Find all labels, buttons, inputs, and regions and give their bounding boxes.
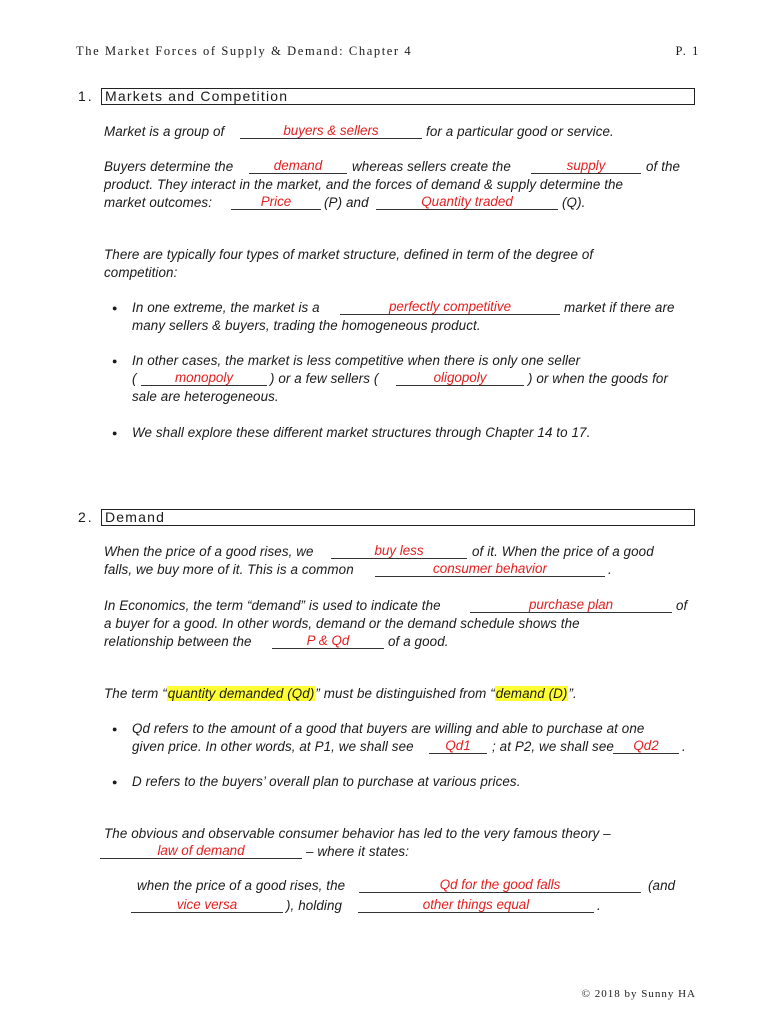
s1-text: for a particular good or service. bbox=[426, 124, 614, 139]
answer-blank: other things equal bbox=[358, 897, 594, 913]
s1-text: (P) and bbox=[324, 195, 369, 210]
page-number: P. 1 bbox=[675, 44, 700, 58]
s1-text: of the bbox=[646, 159, 681, 174]
s2-text: . bbox=[597, 898, 601, 913]
answer-blank: Qd2 bbox=[613, 738, 679, 754]
answer-blank: oligopoly bbox=[396, 370, 524, 386]
s2-text: When the price of a good rises, we bbox=[104, 544, 314, 559]
s2-text: – where it states: bbox=[306, 844, 410, 859]
bullet: ● bbox=[112, 428, 118, 438]
answer-blank: Quantity traded bbox=[376, 194, 558, 210]
s2-text: In Economics, the term “demand” is used to indicate the bbox=[104, 598, 441, 613]
section-2-title: Demand bbox=[101, 509, 695, 526]
s1-text: Market is a group of bbox=[104, 124, 225, 139]
s1-text: ) or when the goods for bbox=[528, 371, 669, 386]
s2-text: a buyer for a good. In other words, demand or the demand schedule shows the bbox=[104, 616, 580, 631]
s2-text: of bbox=[676, 598, 688, 613]
s2-text: falls, we buy more of it. This is a common bbox=[104, 562, 354, 577]
s1-text: ( bbox=[132, 371, 137, 386]
document-header-title: The Market Forces of Supply & Demand: Chapter 4 bbox=[76, 44, 413, 58]
s1-text: sale are heterogeneous. bbox=[132, 389, 279, 404]
copyright-footer: © 2018 by Sunny HA bbox=[581, 988, 696, 1000]
answer-blank: supply bbox=[531, 158, 641, 174]
s2-text: of a good. bbox=[388, 634, 449, 649]
s2-text: Qd refers to the amount of a good that buyers are willing and able to purchase at one bbox=[132, 721, 645, 736]
s2-text: ; at P2, we shall see bbox=[492, 739, 614, 754]
answer-blank: law of demand bbox=[100, 843, 302, 859]
highlight-quantity-demanded: quantity demanded (Qd) bbox=[167, 686, 315, 701]
s1-text: In one extreme, the market is a bbox=[132, 300, 320, 315]
bullet: ● bbox=[112, 356, 118, 366]
s1-text: Buyers determine the bbox=[104, 159, 234, 174]
s2-text: when the price of a good rises, the bbox=[137, 878, 346, 893]
answer-blank: Qd1 bbox=[429, 738, 487, 754]
s2-text: ), holding bbox=[286, 898, 343, 913]
s1-text: We shall explore these different market structures through Chapter 14 to 17. bbox=[132, 425, 591, 440]
s2-quantity-vs-demand-line: The term “quantity demanded (Qd)” must be distinguished from “demand (D)”. bbox=[104, 686, 577, 701]
answer-blank: buy less bbox=[331, 543, 467, 559]
s1-text: many sellers & buyers, trading the homogeneous product. bbox=[132, 318, 481, 333]
s2-text: . bbox=[682, 739, 686, 754]
s2-text: The obvious and observable consumer behavior has led to the very famous theory – bbox=[104, 826, 611, 841]
answer-blank: P & Qd bbox=[272, 633, 384, 649]
highlight-demand: demand (D) bbox=[495, 686, 568, 701]
s2-text: . bbox=[608, 562, 612, 577]
answer-blank: Price bbox=[231, 194, 321, 210]
section-1-number: 1. bbox=[78, 88, 94, 104]
s1-text: In other cases, the market is less competitive when there is only one seller bbox=[132, 353, 581, 368]
bullet: ● bbox=[112, 724, 118, 734]
answer-blank: demand bbox=[249, 158, 347, 174]
answer-blank: buyers & sellers bbox=[240, 123, 422, 139]
answer-blank: consumer behavior bbox=[375, 561, 605, 577]
bullet: ● bbox=[112, 303, 118, 313]
s1-text: market outcomes: bbox=[104, 195, 213, 210]
s2-text: D refers to the buyers’ overall plan to purchase at various prices. bbox=[132, 774, 521, 789]
answer-blank: perfectly competitive bbox=[340, 299, 560, 315]
s1-text: market if there are bbox=[564, 300, 675, 315]
s1-text: There are typically four types of market structure, defined in term of the degree of bbox=[104, 247, 594, 262]
answer-blank: purchase plan bbox=[470, 597, 672, 613]
section-2-number: 2. bbox=[78, 509, 94, 525]
s1-text: ) or a few sellers ( bbox=[270, 371, 379, 386]
s2-text: given price. In other words, at P1, we shall see bbox=[132, 739, 414, 754]
s2-text: (and bbox=[648, 878, 676, 893]
s2-text: of it. When the price of a good bbox=[472, 544, 654, 559]
section-1-title: Markets and Competition bbox=[101, 88, 695, 105]
answer-blank: monopoly bbox=[141, 370, 267, 386]
s1-text: competition: bbox=[104, 265, 178, 280]
s1-text: product. They interact in the market, and the forces of demand & supply determine the bbox=[104, 177, 624, 192]
s1-text: whereas sellers create the bbox=[352, 159, 511, 174]
s1-text: (Q). bbox=[562, 195, 586, 210]
s2-text: relationship between the bbox=[104, 634, 252, 649]
answer-blank: vice versa bbox=[131, 897, 283, 913]
answer-blank: Qd for the good falls bbox=[359, 877, 641, 893]
bullet: ● bbox=[112, 777, 118, 787]
